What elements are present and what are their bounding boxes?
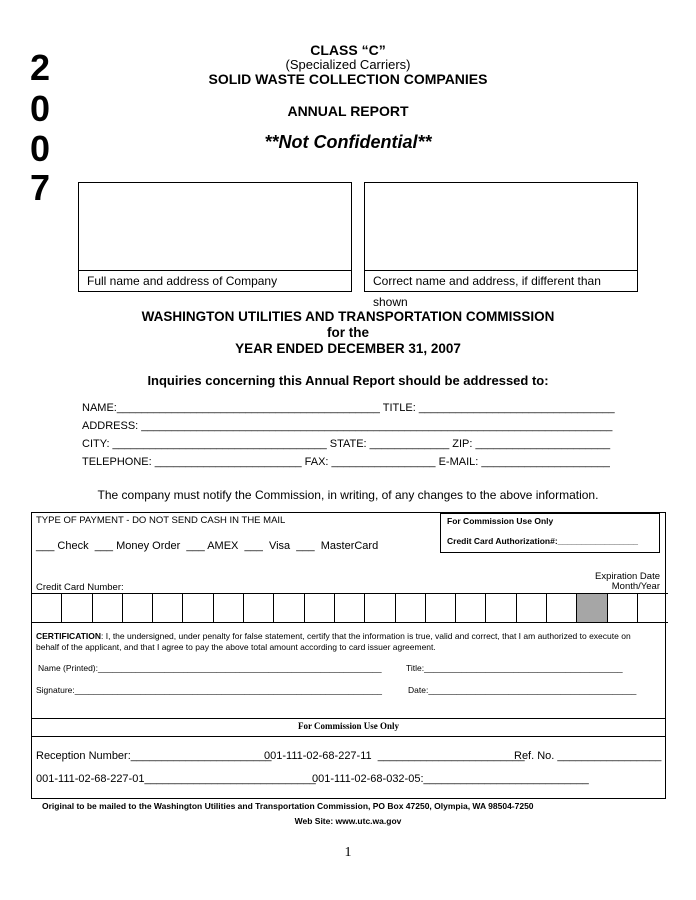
commission-only-heading: For Commission Use Only	[297, 721, 400, 731]
divider	[31, 718, 666, 719]
expiration-label-line1: Expiration Date	[595, 571, 660, 582]
commission-use-label: For Commission Use Only	[447, 516, 554, 526]
city-state-zip-field[interactable]: CITY: ___________________________________ STATE: _____________ ZIP: ______________________	[82, 438, 611, 450]
notify-notice: The company must notify the Commission, in writing, of any changes to the above information.	[97, 488, 599, 502]
card-separator-cell	[577, 594, 607, 622]
name-title-field[interactable]: NAME:___________________________________________ TITLE: ________________________________	[82, 402, 615, 414]
company-type-heading: SOLID WASTE COLLECTION COMPANIES	[208, 71, 488, 87]
reception-number-field[interactable]: Reception Number:_______________________	[36, 750, 272, 762]
card-digit-cell[interactable]	[396, 594, 426, 622]
expiration-cell[interactable]	[608, 594, 638, 622]
website: Web Site: www.utc.wa.gov	[294, 816, 402, 826]
report-title: ANNUAL REPORT	[287, 103, 409, 119]
card-digit-cell[interactable]	[214, 594, 244, 622]
card-digit-cell[interactable]	[93, 594, 123, 622]
account-code-3[interactable]: 001-111-02-68-032-05:___________________________	[312, 773, 589, 785]
card-digit-cell[interactable]	[547, 594, 577, 622]
cc-authorization-field[interactable]: Credit Card Authorization#:_________________	[447, 536, 639, 546]
name-printed-field[interactable]: Name (Printed):____________________________________________________________	[38, 663, 382, 673]
certification-text: : I, the undersigned, under penalty for false statement, certify that the information is true, valid and correct, that I am authorized to execute on behalf of the applicant, and that I agree to pay the above total amount according to card issuer agreement.	[36, 631, 631, 652]
specialized-carriers: (Specialized Carriers)	[285, 57, 411, 72]
class-heading: CLASS “C”	[310, 42, 386, 58]
divider	[31, 736, 666, 737]
year-digit: 0	[30, 88, 51, 129]
cert-date-field[interactable]: Date:____________________________________________	[408, 685, 637, 695]
company-address-caption: Full name and address of Company	[79, 270, 351, 291]
card-number-label: Credit Card Number:	[36, 582, 124, 593]
card-digit-cell[interactable]	[32, 594, 62, 622]
year-digit: 2	[30, 47, 51, 88]
card-digit-cell[interactable]	[365, 594, 395, 622]
card-digit-cell[interactable]	[426, 594, 456, 622]
card-digit-cell[interactable]	[486, 594, 516, 622]
company-address-box[interactable]	[78, 182, 352, 292]
cert-title-field[interactable]: Title:__________________________________________	[406, 663, 623, 673]
address-field[interactable]: ADDRESS: _____________________________________________________________________________	[82, 420, 613, 432]
year-digit: 0	[30, 128, 51, 169]
mailing-address: Original to be mailed to the Washington Utilities and Transportation Commission, PO Box 47250, Olympia, WA 98504-7250	[42, 801, 534, 811]
commission-for: for the	[327, 325, 369, 340]
ref-number-field[interactable]: Ref. No. _________________	[514, 750, 662, 762]
certification-label: CERTIFICATION	[36, 631, 102, 641]
confidentiality-notice: **Not Confidential**	[264, 132, 432, 152]
expiration-label-line2: Month/Year	[611, 581, 660, 592]
card-digit-cell[interactable]	[274, 594, 304, 622]
card-digit-cell[interactable]	[335, 594, 365, 622]
year-digit: 7	[30, 167, 51, 208]
card-digit-cell[interactable]	[123, 594, 153, 622]
card-digit-cell[interactable]	[456, 594, 486, 622]
expiration-cell[interactable]	[638, 594, 668, 622]
card-digit-cell[interactable]	[305, 594, 335, 622]
signature-field[interactable]: Signature:_________________________________________________________________	[36, 685, 383, 695]
page-number: 1	[344, 845, 352, 860]
card-digit-cell[interactable]	[153, 594, 183, 622]
expiration-label	[580, 572, 660, 592]
inquiries-heading: Inquiries concerning this Annual Report should be addressed to:	[147, 373, 549, 388]
payment-options[interactable]: ___ Check ___ Money Order ___ AMEX ___ Visa ___ MasterCard	[36, 540, 379, 552]
year-ended: YEAR ENDED DECEMBER 31, 2007	[235, 341, 461, 356]
payment-type-label: TYPE OF PAYMENT - DO NOT SEND CASH IN THE MAIL	[36, 515, 286, 526]
phone-fax-email-field[interactable]: TELEPHONE: ________________________ FAX: _________________ E-MAIL: _____________________	[82, 456, 610, 468]
corrected-address-caption: Correct name and address, if different than shown	[365, 270, 637, 291]
certification-block	[36, 631, 646, 653]
account-code-2[interactable]: 001-111-02-68-227-01____________________________	[36, 773, 316, 785]
card-digit-cell[interactable]	[62, 594, 92, 622]
commission-name: WASHINGTON UTILITIES AND TRANSPORTATION COMMISSION	[141, 309, 555, 324]
account-code-1[interactable]: 001-111-02-68-227-11 ________________________	[264, 750, 525, 762]
card-digit-cell[interactable]	[244, 594, 274, 622]
card-digit-cell[interactable]	[183, 594, 213, 622]
corrected-address-box[interactable]	[364, 182, 638, 309]
card-number-grid[interactable]	[32, 593, 668, 623]
card-digit-cell[interactable]	[517, 594, 547, 622]
